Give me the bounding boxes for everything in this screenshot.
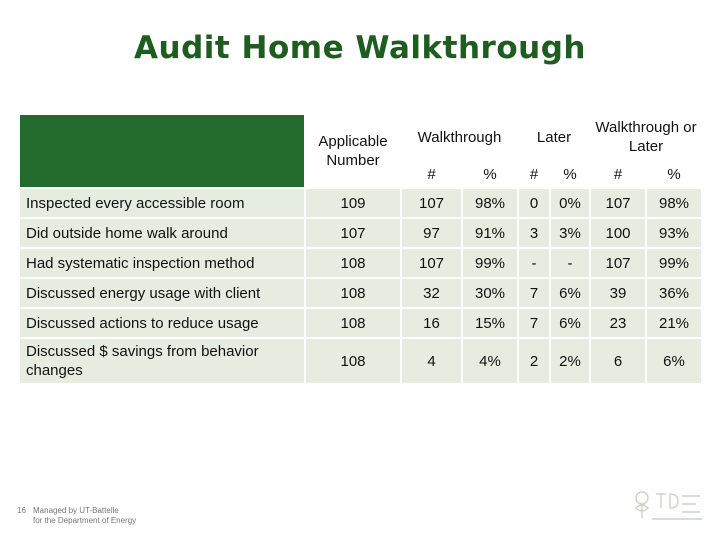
cell-later-count: 3	[519, 219, 549, 247]
cell-applicable: 108	[306, 309, 400, 337]
footer-department: for the Department of Energy	[33, 516, 137, 525]
table-row	[20, 279, 701, 307]
cell-later-count: -	[519, 249, 549, 277]
cell-later-percent: -	[551, 249, 589, 277]
cell-walkthrough-or-later-percent: 98%	[647, 189, 701, 217]
cell-later-count: 7	[519, 309, 549, 337]
row-label: Discussed actions to reduce usage	[20, 309, 304, 337]
cell-applicable: 107	[306, 219, 400, 247]
cell-walkthrough-or-later-percent: 36%	[647, 279, 701, 307]
cell-later-percent: 3%	[551, 219, 589, 247]
cell-applicable: 108	[306, 279, 400, 307]
cell-walkthrough-or-later-percent: 93%	[647, 219, 701, 247]
cell-walkthrough-percent: 30%	[463, 279, 517, 307]
cell-applicable: 108	[306, 339, 400, 383]
cell-walkthrough-or-later-count: 107	[591, 249, 645, 277]
cell-walkthrough-or-later-percent: 21%	[647, 309, 701, 337]
cell-walkthrough-or-later-percent: 99%	[647, 249, 701, 277]
table-row	[20, 189, 701, 217]
cell-walkthrough-or-later-count: 107	[591, 189, 645, 217]
subheader-count: #	[591, 161, 645, 187]
subheader-count: #	[519, 161, 549, 187]
cell-walkthrough-percent: 99%	[463, 249, 517, 277]
cell-walkthrough-or-later-count: 39	[591, 279, 645, 307]
table-row	[20, 249, 701, 277]
subheader-percent: %	[463, 161, 517, 187]
cell-later-percent: 6%	[551, 279, 589, 307]
table-row	[20, 219, 701, 247]
cell-walkthrough-count: 107	[402, 249, 461, 277]
cell-walkthrough-count: 32	[402, 279, 461, 307]
cell-later-percent: 0%	[551, 189, 589, 217]
footer-managed-by: Managed by UT-Battelle	[33, 506, 119, 515]
cell-walkthrough-percent: 4%	[463, 339, 517, 383]
cell-walkthrough-percent: 15%	[463, 309, 517, 337]
cell-later-count: 0	[519, 189, 549, 217]
page-title: Audit Home Walkthrough	[134, 30, 586, 66]
cell-later-percent: 2%	[551, 339, 589, 383]
oak-ridge-logo-icon	[630, 486, 706, 526]
cell-walkthrough-count: 4	[402, 339, 461, 383]
header-band	[20, 115, 304, 187]
cell-later-count: 2	[519, 339, 549, 383]
audit-table	[18, 113, 703, 385]
slide-number: 16	[17, 506, 26, 515]
header-walkthrough: Walkthrough	[402, 115, 517, 159]
cell-walkthrough-count: 97	[402, 219, 461, 247]
header-later: Later	[519, 115, 589, 159]
cell-walkthrough-or-later-count: 6	[591, 339, 645, 383]
cell-applicable: 108	[306, 249, 400, 277]
subheader-percent: %	[647, 161, 701, 187]
cell-walkthrough-count: 107	[402, 189, 461, 217]
cell-walkthrough-or-later-count: 100	[591, 219, 645, 247]
cell-later-percent: 6%	[551, 309, 589, 337]
row-label: Had systematic inspection method	[20, 249, 304, 277]
table-row	[20, 339, 701, 383]
row-label: Did outside home walk around	[20, 219, 304, 247]
row-label: Discussed $ savings from behavior changes	[20, 339, 304, 383]
row-label: Discussed energy usage with client	[20, 279, 304, 307]
cell-later-count: 7	[519, 279, 549, 307]
row-label: Inspected every accessible room	[20, 189, 304, 217]
subheader-count: #	[402, 161, 461, 187]
cell-walkthrough-count: 16	[402, 309, 461, 337]
header-walkthrough-or-later: Walkthrough or Later	[591, 115, 701, 159]
cell-walkthrough-percent: 98%	[463, 189, 517, 217]
subheader-percent: %	[551, 161, 589, 187]
cell-walkthrough-or-later-percent: 6%	[647, 339, 701, 383]
header-applicable-number: Applicable Number	[306, 115, 400, 187]
table-row	[20, 309, 701, 337]
cell-walkthrough-percent: 91%	[463, 219, 517, 247]
cell-walkthrough-or-later-count: 23	[591, 309, 645, 337]
cell-applicable: 109	[306, 189, 400, 217]
